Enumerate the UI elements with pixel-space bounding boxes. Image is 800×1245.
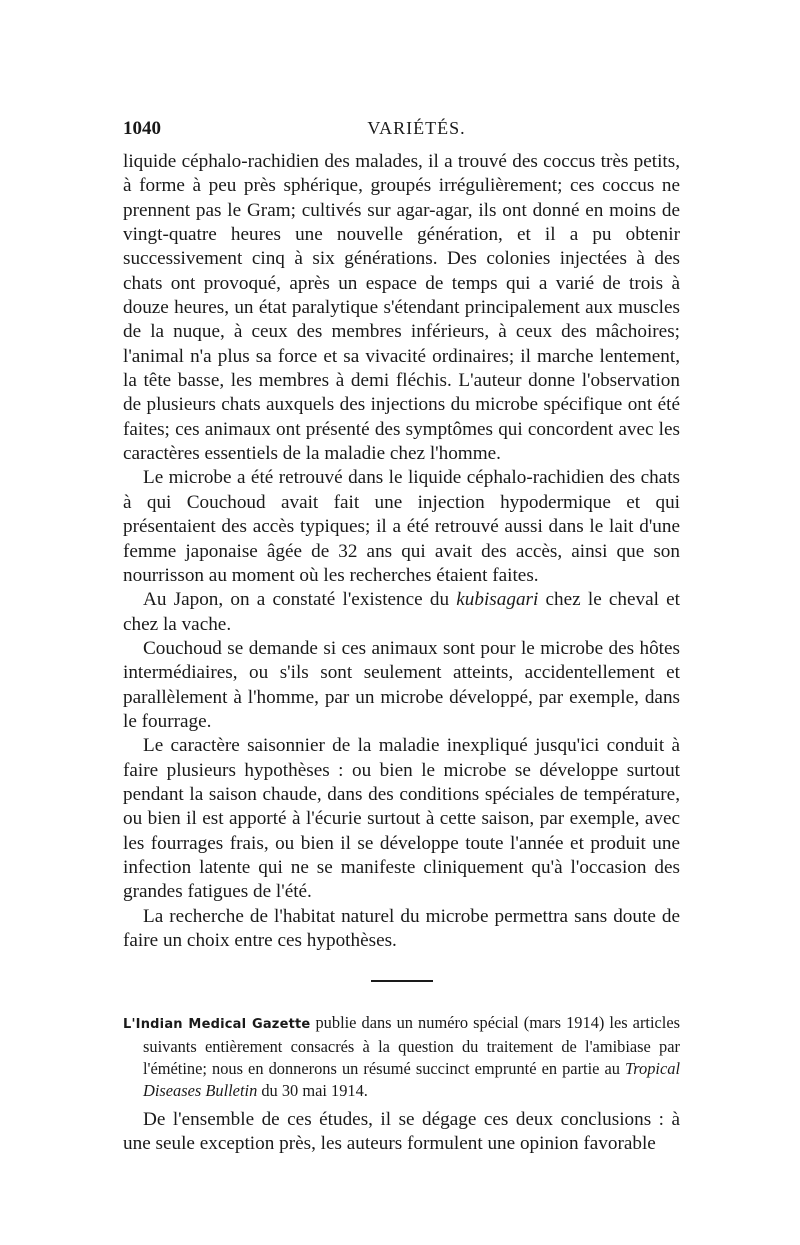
- paragraph-5: Le caractère saisonnier de la maladie inexpliqué jusqu'ici conduit à faire plusieurs hypothèses : ou bien le microbe se développe surtout pendant la saison chaude, dans des conditions spéciales de température, ou bien il est apporté à l'écurie surtout à cette saison, par exemple, avec les fourrages frais, ou bien il se développe toute l'année et produit une infection latente qui ne se manifeste cliniquement qu'à l'occasion des grandes fatigues de l'été.: [123, 735, 680, 903]
- page: [123, 118, 680, 1156]
- section-divider: [371, 980, 433, 982]
- paragraph-2: Le microbe a été retrouvé dans le liquide céphalo-rachidien des chats à qui Couchoud avait fait une injection hypodermique et qui présentaient des accès typiques; il a été retrouvé aussi dans le lait d'une femme japonaise âgée de 32 ans qui avait des accès, ainsi que son nourrisson au moment où les recherches étaient faites.: [123, 467, 680, 586]
- closing-text: [123, 1108, 680, 1157]
- gazette-title: L'Indian Medical Gazette: [123, 1017, 311, 1033]
- paragraph-4: Couchoud se demande si ces animaux sont pour le microbe des hôtes intermédiaires, ou s'ils sont seulement atteints, accidentellement et parallèlement à l'homme, par un microbe développé, par exemple, dans le fourrage.: [123, 637, 680, 732]
- paragraph-3-text-after: chez le cheval et chez la vache.: [123, 589, 680, 635]
- main-text: [123, 150, 680, 953]
- note-text-1: publie dans un numéro spécial (mars 1914) les articles suivants entièrement consacrés à la question du traitement de l'amibiase par l'émétine; nous en donnerons un résumé succinct emprunté en partie au: [143, 1013, 680, 1078]
- page-header: [123, 118, 680, 150]
- kubisagari-term: kubisagari: [456, 589, 539, 611]
- bulletin-title: Tropical Diseases Bulletin: [143, 1058, 680, 1100]
- note-text-2: du 30 mai 1914.: [257, 1080, 368, 1100]
- running-head: VARIÉTÉS.: [367, 118, 466, 138]
- paragraph-6: La recherche de l'habitat naturel du microbe permettra sans doute de faire un choix entre ces hypothèses.: [123, 905, 680, 951]
- paragraph-3: [123, 588, 680, 637]
- paragraph-3-text-before: Au Japon, on a constaté l'existence du: [143, 589, 457, 611]
- gazette-note: [123, 1012, 680, 1101]
- closing-paragraph: De l'ensemble de ces études, il se dégage ces deux conclusions : à une seule exception près, les auteurs formulent une opinion favorable: [123, 1108, 680, 1154]
- paragraph-1: liquide céphalo-rachidien des malades, il a trouvé des coccus très petits, à forme à peu près sphérique, groupés irrégulièrement; ces coccus ne prennent pas le Gram; cultivés sur agar-agar, ils ont donné en moins de vingt-quatre heures une nouvelle génération, et il a pu obtenir successivement cinq à six générations. Des colonies injectées à des chats ont provoqué, après un espace de temps qui a varié de trois à douze heures, un état paralytique s'étendant principalement aux muscles de la nuque, à ceux des membres inférieurs, à ceux des mâchoires; l'animal n'a plus sa force et sa vivacité ordinaires; il marche lentement, la tête basse, les membres à demi fléchis. L'auteur donne l'observation de plusieurs chats auxquels des injections du microbe spécifique ont été faites; ces animaux ont présenté des symptômes qui concordent avec les caractères essentiels de la maladie chez l'homme.: [123, 151, 680, 465]
- page-number: 1040: [123, 118, 161, 139]
